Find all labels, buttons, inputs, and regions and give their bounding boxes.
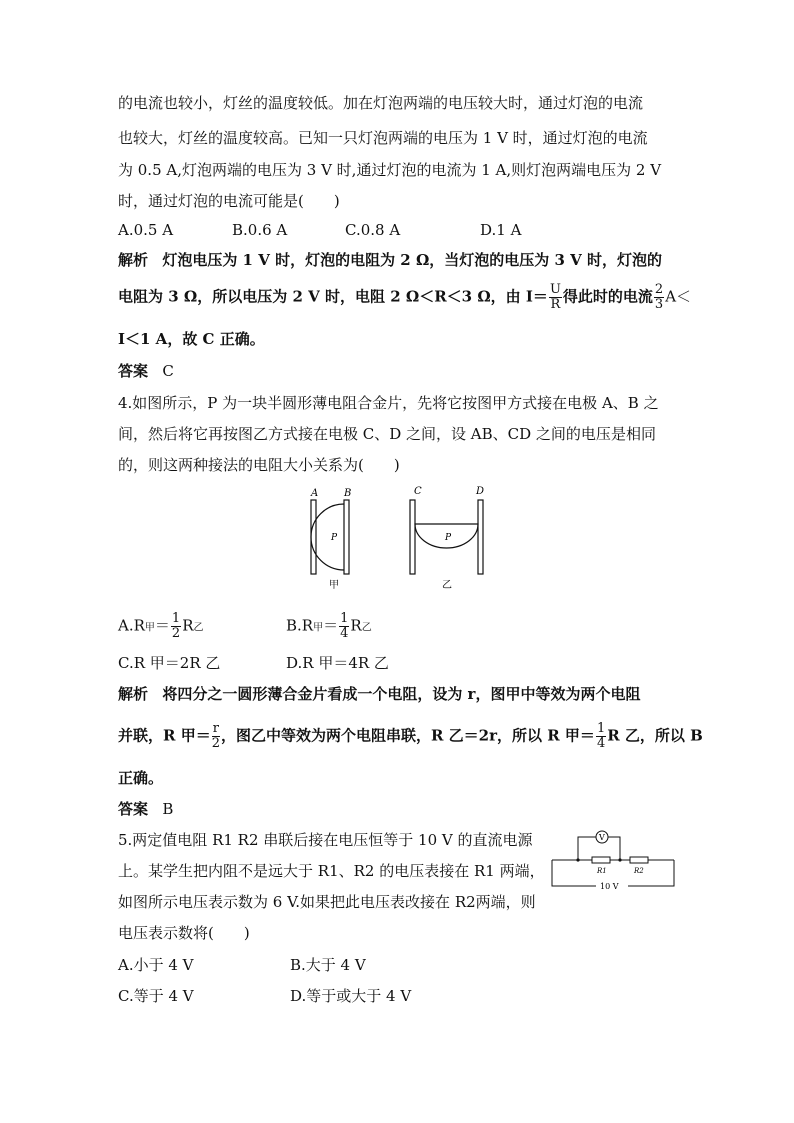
p4-solution-label: 解析 xyxy=(118,685,149,703)
p4-opt-a-sub1: 甲 xyxy=(144,622,155,634)
p4-frac2-num: 1 xyxy=(596,721,606,736)
p5-line-3: 如图所示电压表示数为 6 V.如果把此电压表改接在 R2两端，则 xyxy=(118,893,536,911)
p4-option-a xyxy=(118,612,204,641)
p4-solution-line-3: 正确。 xyxy=(118,769,164,787)
fig2-label-d: D xyxy=(476,486,485,497)
p3-option-d: D.1 A xyxy=(480,221,522,239)
source-voltage-label: 10 V xyxy=(600,882,619,891)
p4-frac-num: r xyxy=(212,721,219,736)
p3-fraction-two-thirds xyxy=(654,283,664,312)
p3-option-a: A.0.5 A xyxy=(118,221,174,239)
p4-solution-line-2 xyxy=(118,722,703,751)
p3-frac2-num: 2 xyxy=(654,282,664,297)
p3-answer-label: 答案 xyxy=(118,362,149,380)
p4-line-1: 4.如图所示，P 为一块半圆形薄电阻合金片，先将它按图甲方式接在电极 A、B 之 xyxy=(118,394,659,412)
p3-line-4: 时，通过灯泡的电流可能是( ) xyxy=(118,192,340,210)
p4-fraction-r-over-2 xyxy=(212,722,220,751)
p4-opt-b-sub1: 甲 xyxy=(313,622,324,634)
p3-line-2: 也较大，灯丝的温度较高。已知一只灯泡两端的电压为 1 V 时，通过灯泡的电流 xyxy=(118,129,648,147)
p3-solution-text-2a: 电阻为 3 Ω，所以电压为 2 V 时，电阻 2 Ω＜R＜3 Ω，由 I＝ xyxy=(118,287,548,306)
fig2-label-c: C xyxy=(414,486,422,497)
junction-left xyxy=(576,858,579,861)
p5-option-a: A.小于 4 V xyxy=(118,956,194,974)
p5-line-2: 上。某学生把内阻不是远大于 R1、R2 的电压表接在 R1 两端， xyxy=(118,862,545,880)
p5-option-c: C.等于 4 V xyxy=(118,987,194,1005)
p4-solution-text-2c: R 乙，所以 B xyxy=(607,726,703,745)
source-left-wire xyxy=(552,860,596,886)
p4-opt-a-fraction xyxy=(171,612,181,641)
p4-solution-text-1: 将四分之一圆形薄合金片看成一个电阻，设为 r，图甲中等效为两个电阻 xyxy=(162,685,641,703)
fig1-caption: 甲 xyxy=(329,580,339,591)
p4-solution-line-1 xyxy=(118,685,640,703)
p4-option-c: C.R 甲＝2R 乙 xyxy=(118,654,221,672)
p3-frac-num: U xyxy=(549,282,561,297)
p4-option-b xyxy=(286,612,372,641)
p4-opt-b-num: 1 xyxy=(340,611,349,626)
p4-figure xyxy=(300,484,500,592)
p3-answer-value: C xyxy=(162,362,174,380)
p3-solution-line-2 xyxy=(118,283,691,312)
p5-option-d: D.等于或大于 4 V xyxy=(290,987,412,1005)
p3-solution-text-2c: A＜ xyxy=(665,287,692,306)
p3-option-b: B.0.6 A xyxy=(232,221,288,239)
fig1-electrode-b xyxy=(344,500,349,574)
p4-opt-b-eq: ＝ xyxy=(323,616,339,635)
p3-answer xyxy=(118,362,174,380)
p4-answer-label: 答案 xyxy=(118,800,149,818)
fig1-label-p: P xyxy=(331,533,338,543)
p4-opt-b-pre: B.R xyxy=(286,616,314,635)
p4-fraction-one-quarter xyxy=(596,722,606,751)
p3-frac-den: R xyxy=(550,297,561,312)
p4-opt-b-post: R xyxy=(350,616,362,635)
p5-line-4: 电压表示数将( ) xyxy=(118,924,250,942)
p3-solution-label: 解析 xyxy=(118,251,149,269)
p3-solution-line-1 xyxy=(118,251,662,269)
p3-solution-line-3: I＜1 A，故 C 正确。 xyxy=(118,330,265,348)
fig1-electrode-a xyxy=(311,500,316,574)
p4-option-d: D.R 甲＝4R 乙 xyxy=(286,654,389,672)
p4-frac2-den: 4 xyxy=(596,736,606,751)
p4-opt-a-eq: ＝ xyxy=(154,616,170,635)
p4-answer-value: B xyxy=(162,800,174,818)
p5-option-b: B.大于 4 V xyxy=(290,956,366,974)
p4-opt-a-den: 2 xyxy=(171,626,181,641)
p4-opt-a-post: R xyxy=(182,616,194,635)
p3-fraction-u-over-r xyxy=(549,283,562,312)
p3-line-3: 为 0.5 A,灯泡两端的电压为 3 V 时,通过灯泡的电流为 1 A,则灯泡两端电压为 2 V xyxy=(118,161,662,179)
fig2-electrode-d xyxy=(478,500,483,574)
p4-frac-den: 2 xyxy=(211,736,220,751)
p4-opt-a-sub2: 乙 xyxy=(193,622,204,634)
voltmeter-label: V xyxy=(599,833,605,842)
p4-opt-b-den: 4 xyxy=(340,626,349,641)
p4-opt-b-fraction xyxy=(339,612,349,641)
p4-opt-b-sub2: 乙 xyxy=(361,622,372,634)
fig1-label-b: B xyxy=(344,488,352,499)
resistor-r1-label: R1 xyxy=(597,867,607,875)
p4-opt-a-pre: A.R xyxy=(118,616,145,635)
resistor-r2 xyxy=(630,857,648,863)
junction-mid xyxy=(618,858,621,861)
p4-answer xyxy=(118,800,173,818)
resistor-r1 xyxy=(592,857,610,863)
fig2-electrode-c xyxy=(410,500,415,574)
p4-line-3: 的，则这两种接法的电阻大小关系为( ) xyxy=(118,456,400,474)
p3-option-c: C.0.8 A xyxy=(345,221,401,239)
p5-circuit-figure xyxy=(548,828,678,896)
p3-line-1: 的电流也较小，灯丝的温度较低。加在灯泡两端的电压较大时，通过灯泡的电流 xyxy=(118,94,644,112)
p4-solution-text-2a: 并联，R 甲＝ xyxy=(118,726,211,745)
p3-solution-text-2b: 得此时的电流 xyxy=(562,287,653,306)
fig1-label-a: A xyxy=(311,488,319,499)
p3-solution-text-1: 灯泡电压为 1 V 时，灯泡的电阻为 2 Ω，当灯泡的电压为 3 V 时，灯泡的 xyxy=(162,251,663,269)
p4-solution-text-2b: ，图乙中等效为两个电阻串联，R 乙＝2r，所以 R 甲＝ xyxy=(220,726,595,745)
fig2-label-p: P xyxy=(445,533,452,543)
p3-frac2-den: 3 xyxy=(654,297,664,312)
resistor-r2-label: R2 xyxy=(634,867,644,875)
p5-line-1: 5.两定值电阻 R1 R2 串联后接在电压恒等于 10 V 的直流电源 xyxy=(118,831,533,849)
p4-opt-a-num: 1 xyxy=(171,611,181,626)
p4-line-2: 间，然后将它再按图乙方式接在电极 C、D 之间，设 AB、CD 之间的电压是相同 xyxy=(118,425,656,443)
fig2-caption: 乙 xyxy=(442,580,452,591)
